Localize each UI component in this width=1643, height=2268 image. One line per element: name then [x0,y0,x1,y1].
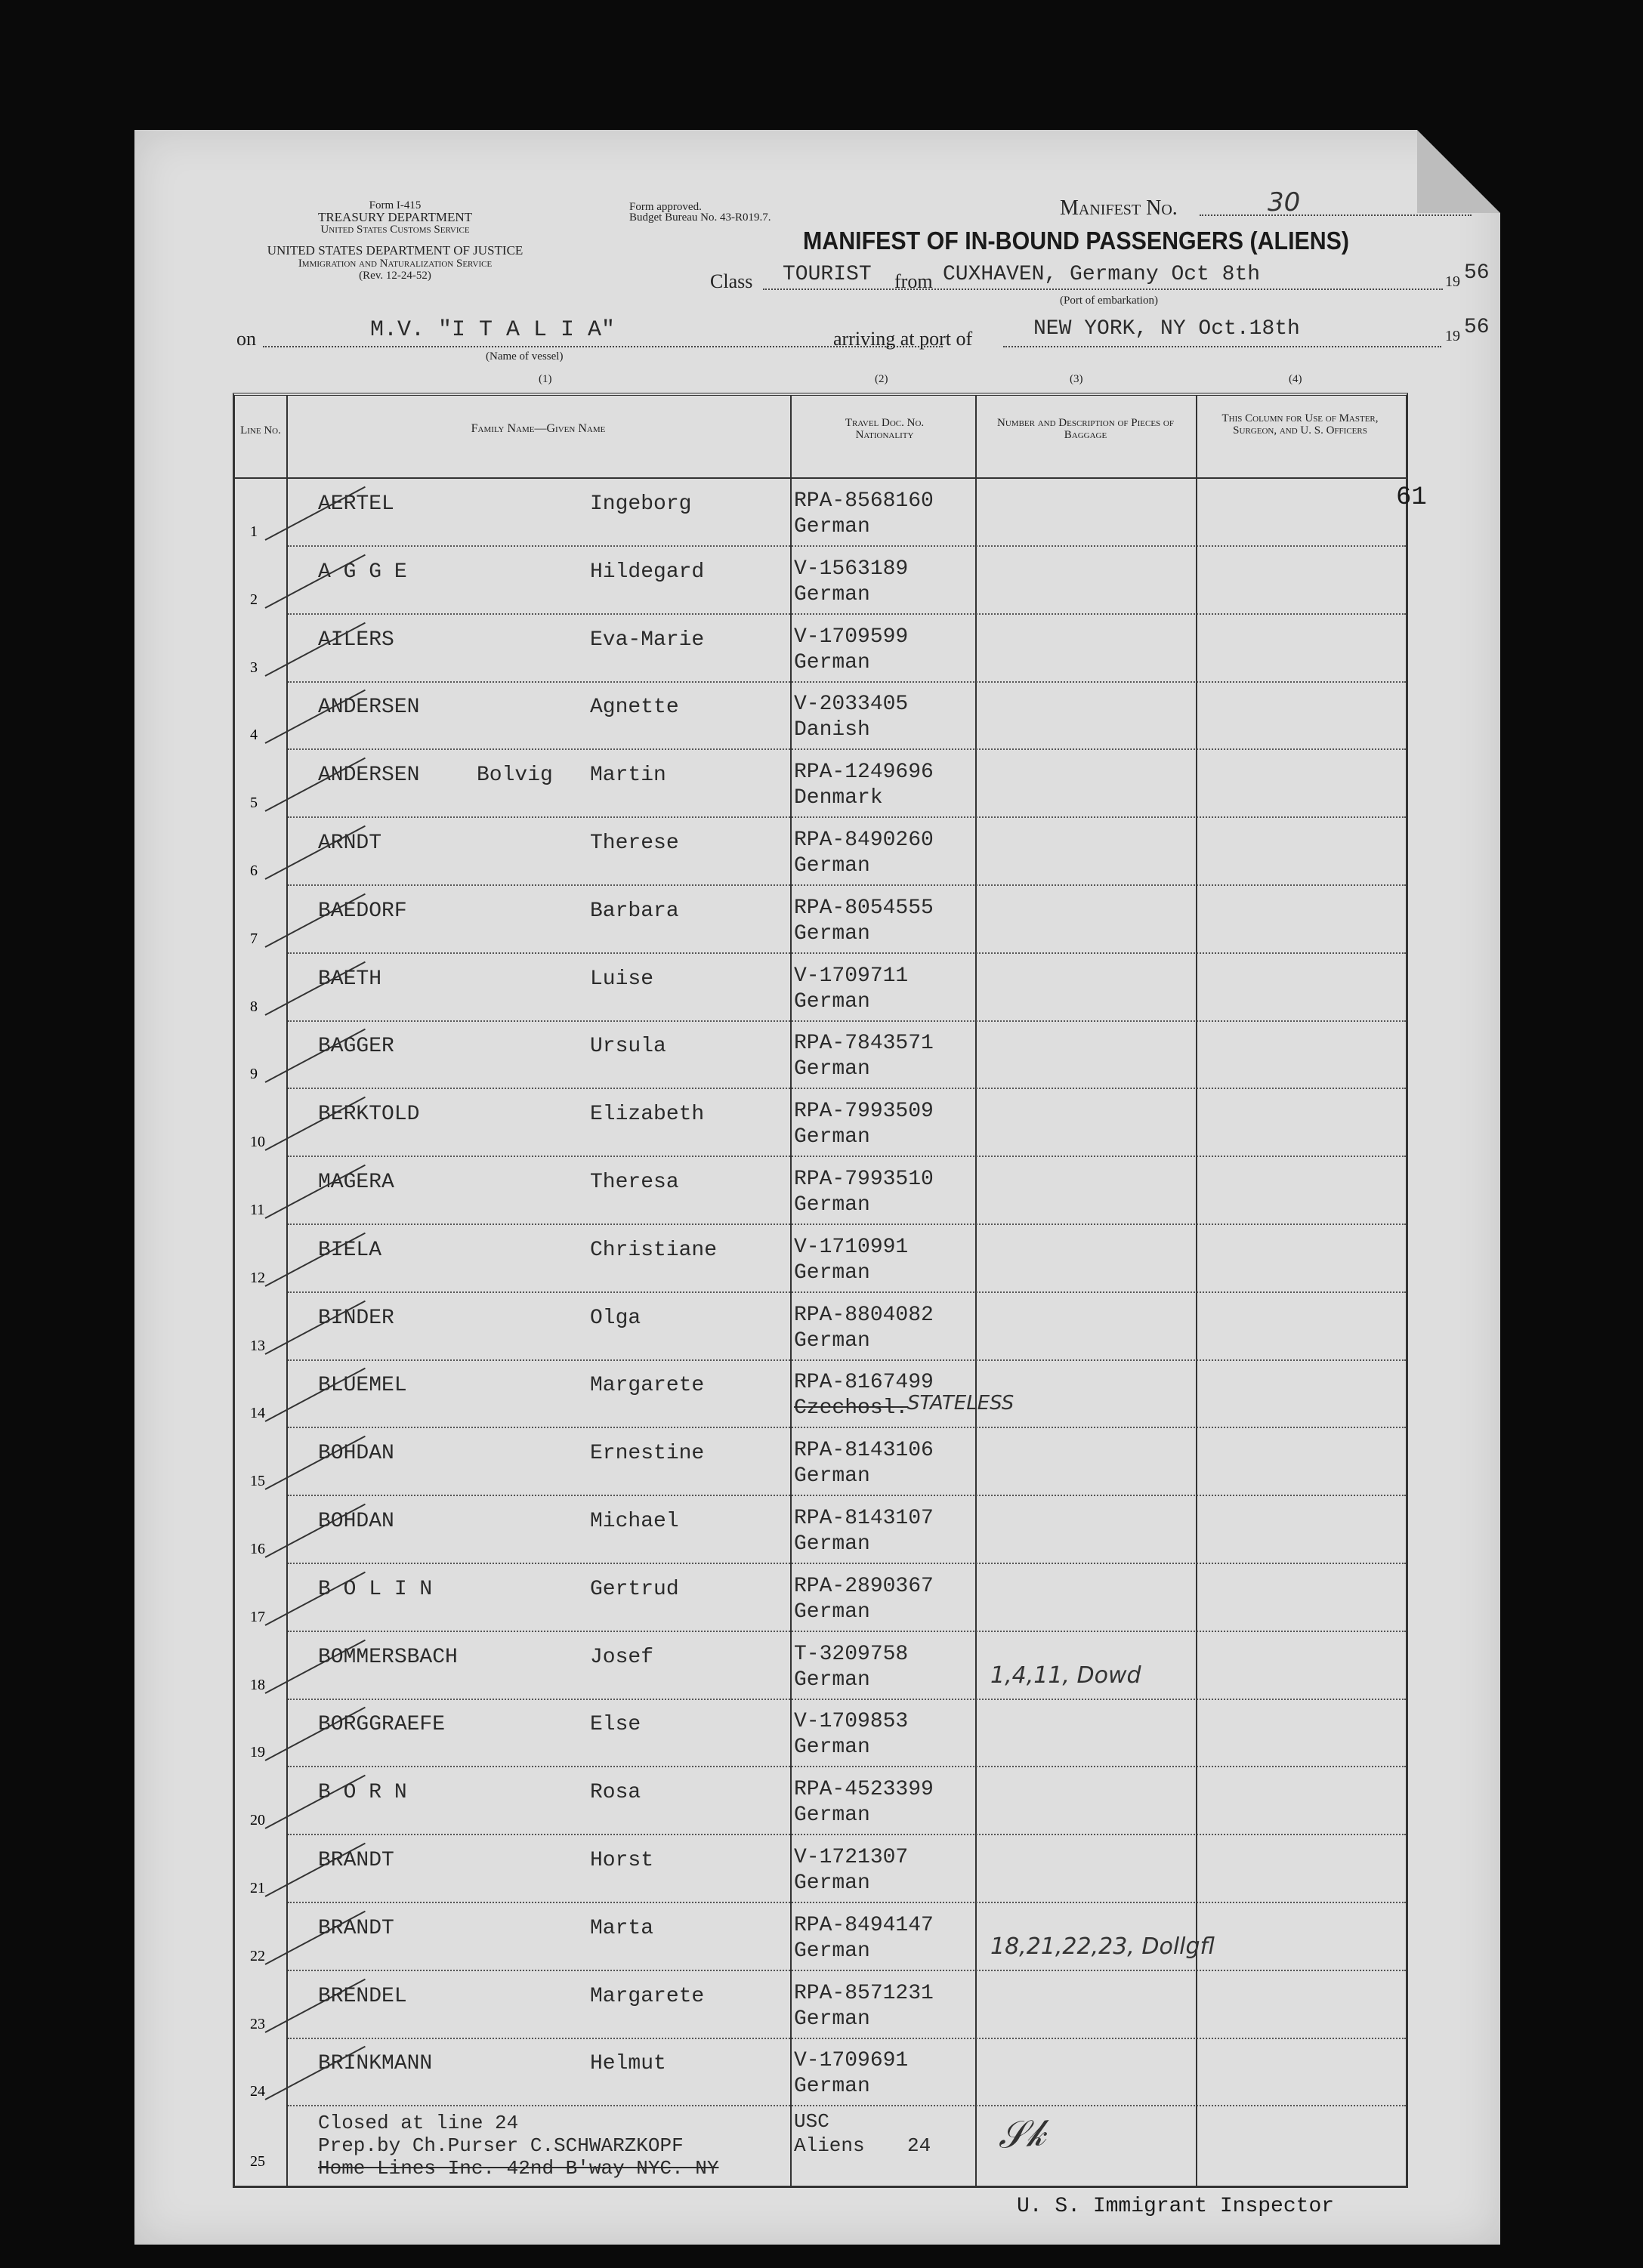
footer-row [235,2107,1406,2183]
treasury-department: TREASURY DEPARTMENT [317,210,473,224]
surname: BOHDAN [318,1510,394,1533]
line-number: 3 [250,659,258,676]
travel-doc-number: RPA-1249696 [794,761,934,785]
baggage-note: 1,4,11, Dowd [990,1662,1141,1689]
col-num-1: (1) [539,373,552,385]
surname: BINDER [318,1306,394,1330]
nationality: Czechosl. [794,1396,909,1421]
usc-label: USC [794,2110,829,2133]
travel-doc-number: RPA-8490260 [794,829,934,852]
nationality: German [794,921,870,946]
travel-doc-number: V-1709711 [794,964,909,988]
surname: BORGGRAEFE [318,1713,446,1737]
given-name: Ernestine [590,1442,705,1466]
surname: ARNDT [318,832,382,855]
line-number: 4 [250,727,258,744]
form-number: Form I-415 [369,199,422,211]
table-row [235,615,1406,683]
table-row [235,1225,1406,1293]
travel-doc-number: T-3209758 [794,1642,909,1666]
line-number: 12 [250,1269,265,1286]
given-name: Michael [590,1510,679,1533]
line-number: 5 [250,795,258,812]
surname: BAGGER [318,1035,394,1059]
line-number: 23 [250,2015,265,2032]
given-name: Ursula [590,1035,666,1059]
travel-doc-number: RPA-7993509 [794,1100,934,1124]
manifest-title: MANIFEST OF IN-BOUND PASSENGERS (ALIENS) [803,227,1350,255]
surname: BRENDEL [318,1984,407,2008]
revision-date: (Rev. 12-24-52) [359,270,431,282]
given-name: Ingeborg [590,492,692,516]
folded-corner [1417,130,1500,213]
table-row [235,1496,1406,1564]
travel-doc-number: V-1709853 [794,1710,909,1734]
header-travel-doc: Travel Doc. No. Nationality [845,417,925,441]
ins-service: Immigration and Naturalization Service [298,258,493,270]
nationality: German [794,1057,870,1082]
nationality: Danish [794,718,870,742]
line-number: 24 [250,2083,265,2100]
nationality: German [794,2007,870,2031]
line-number: 8 [250,998,258,1015]
travel-doc-number: RPA-7843571 [794,1032,934,1056]
given-name: Barbara [590,899,679,923]
given-name: Eva-Marie [590,628,705,652]
middle-name: Bolvig [477,764,553,788]
manifest-label: Manifest No. [1060,196,1178,220]
table-row [235,2038,1406,2106]
table-row [235,1089,1406,1157]
travel-doc-number: RPA-8494147 [794,1913,934,1937]
line-number: 2 [250,591,258,608]
arrival-year: 56 [1464,316,1490,339]
manifest-sheet [134,130,1500,2245]
given-name: Horst [590,1849,654,1872]
given-name: Josef [590,1645,654,1669]
surname: AILERS [318,628,394,652]
surname: BIELA [318,1238,382,1262]
nationality: Denmark [794,786,883,810]
surname: BOMMERSBACH [318,1645,458,1669]
vessel-caption: (Name of vessel) [486,350,564,363]
nationality: German [794,1736,870,1760]
surname: BERKTOLD [318,1103,420,1127]
line-number: 10 [250,1134,265,1151]
nationality: German [794,515,870,538]
nationality: German [794,2075,870,2099]
travel-doc-number: RPA-8568160 [794,489,934,513]
table-row [235,954,1406,1022]
header-baggage: Number and Description of Pieces of Baggage [997,417,1174,441]
given-name: Margarete [590,1984,705,2008]
nationality: German [794,1193,870,1217]
line-number: 17 [250,1608,265,1625]
arriving-label: arriving at port of [833,328,973,350]
surname: A G G E [318,560,407,584]
surname: MAGERA [318,1171,394,1194]
vessel-name: M.V. "I T A L I A" [370,317,616,343]
nationality-annotation: STATELESS [907,1392,1015,1415]
nationality: German [794,989,870,1014]
table-row [235,547,1406,615]
header-officers: This Column for Use of Master, Surgeon, and U. S. Officers [1221,412,1379,437]
table-row [235,479,1406,547]
travel-doc-number: V-1710991 [794,1235,909,1259]
aliens-label: Aliens [794,2134,865,2157]
table-row [235,1293,1406,1361]
table-row [235,1632,1406,1700]
surname: BOHDAN [318,1442,394,1466]
travel-doc-number: RPA-4523399 [794,1778,934,1802]
table-row [235,750,1406,818]
table-row [235,1157,1406,1225]
given-name: Theresa [590,1171,679,1194]
from-year: 56 [1464,261,1490,285]
given-name: Olga [590,1306,641,1330]
given-name: Hildegard [590,560,705,584]
travel-doc-number: RPA-7993510 [794,1168,934,1191]
given-name: Agnette [590,696,679,720]
department-of-justice: UNITED STATES DEPARTMENT OF JUSTICE [267,243,523,258]
travel-doc-number: V-1709599 [794,625,909,649]
travel-doc-number: RPA-8054555 [794,896,934,920]
inspector-label: U. S. Immigrant Inspector [1017,2195,1335,2218]
on-label: on [236,328,256,350]
aliens-count: 24 [907,2134,931,2157]
line-number-25: 25 [250,2153,265,2170]
travel-doc-number: V-1563189 [794,557,909,581]
port-of-arrival: NEW YORK, NY Oct.18th [1033,317,1300,341]
table-row [235,818,1406,886]
table-row [235,1699,1406,1767]
col-num-4: (4) [1289,373,1302,385]
given-name: Gertrud [590,1577,679,1601]
nationality: German [794,1668,870,1692]
passenger-table [233,393,1408,2188]
line-number: 13 [250,1337,265,1354]
given-name: Luise [590,967,654,991]
arrival-year-prefix: 19 [1445,328,1460,344]
line-number: 9 [250,1066,258,1083]
nationality: German [794,650,870,674]
travel-doc-number: RPA-8571231 [794,1981,934,2005]
line-number: 1 [250,523,258,540]
nationality: German [794,582,870,606]
budget-bureau: Budget Bureau No. 43-R019.7. [629,211,771,224]
margin-number: 61 [1396,483,1427,512]
table-row [235,886,1406,954]
manifest-number: 30 [1268,187,1301,218]
travel-doc-number: RPA-8804082 [794,1303,934,1327]
nationality: German [794,854,870,878]
line-number: 18 [250,1676,265,1693]
table-row [235,1564,1406,1632]
line-number: 19 [250,1744,265,1761]
port-of-embarkation: CUXHAVEN, Germany Oct 8th [943,263,1261,286]
line-number: 11 [250,1202,265,1218]
table-row [235,1835,1406,1903]
table-row [235,1360,1406,1428]
table-row [235,1903,1406,1971]
closed-note: Closed at line 24 [318,2112,519,2134]
nationality: German [794,1600,870,1624]
baggage-note: 18,21,22,23, Dollgfl [990,1933,1215,1960]
nationality: German [794,1328,870,1353]
table-row [235,1428,1406,1496]
nationality: German [794,1464,870,1489]
travel-doc-number: V-2033405 [794,693,909,717]
form-approved: Form approved. [629,201,702,213]
line-number: 22 [250,1947,265,1964]
surname: BAETH [318,967,382,991]
surname: B O L I N [318,1577,433,1601]
header-name: Family Name—Given Name [471,422,606,435]
col-num-2: (2) [875,373,888,385]
nationality: German [794,1939,870,1963]
surname: BAEDORF [318,899,407,923]
from-label: from [894,270,933,292]
travel-doc-number: RPA-8143107 [794,1507,934,1530]
table-row [235,682,1406,750]
given-name: Martin [590,764,666,788]
surname: ANDERSEN [318,764,420,788]
nationality: German [794,1804,870,1828]
table-row [235,1021,1406,1089]
given-name: Marta [590,1916,654,1940]
nationality: German [794,1532,870,1556]
header-line-no: Line No. [240,424,281,437]
line-number: 16 [250,1541,265,1557]
given-name: Elizabeth [590,1103,705,1127]
surname: B O R N [318,1781,407,1805]
travel-doc-number: RPA-2890367 [794,1574,934,1598]
line-number: 21 [250,1880,265,1896]
surname: ANDERSEN [318,696,420,720]
surname: BLUEMEL [318,1374,407,1398]
from-year-prefix: 19 [1445,273,1460,290]
given-name: Margarete [590,1374,705,1398]
class-label: Class [710,270,753,292]
line-number: 20 [250,1812,265,1829]
given-name: Rosa [590,1781,641,1805]
class-value: TOURIST [783,263,872,286]
line-number: 6 [250,862,258,879]
given-name: Helmut [590,2052,666,2076]
customs-service: United States Customs Service [320,224,470,236]
surname: BRANDT [318,1849,394,1872]
surname: BRINKMANN [318,2052,433,2076]
surname: BRANDT [318,1916,394,1940]
agent-address: Home Lines Inc. 42nd B'way NYC. NY [318,2157,719,2180]
line-number: 15 [250,1473,265,1490]
given-name: Else [590,1713,641,1737]
inspector-signature: 𝒮𝓀 [996,2111,1047,2158]
col-num-3: (3) [1070,373,1083,385]
travel-doc-number: RPA-8143106 [794,1439,934,1463]
travel-doc-number: V-1721307 [794,1846,909,1869]
port-embarkation-caption: (Port of embarkation) [1060,295,1158,307]
given-name: Therese [590,832,679,855]
travel-doc-number: RPA-8167499 [794,1371,934,1395]
given-name: Christiane [590,1238,718,1262]
nationality: German [794,1125,870,1149]
nationality: German [794,1261,870,1285]
table-row [235,1767,1406,1835]
travel-doc-number: V-1709691 [794,2049,909,2073]
nationality: German [794,1871,870,1895]
line-number: 7 [250,930,258,947]
prepared-by: Prep.by Ch.Purser C.SCHWARZKOPF [318,2134,684,2157]
table-row [235,1971,1406,2039]
surname: AERTEL [318,492,394,516]
line-number: 14 [250,1405,265,1422]
